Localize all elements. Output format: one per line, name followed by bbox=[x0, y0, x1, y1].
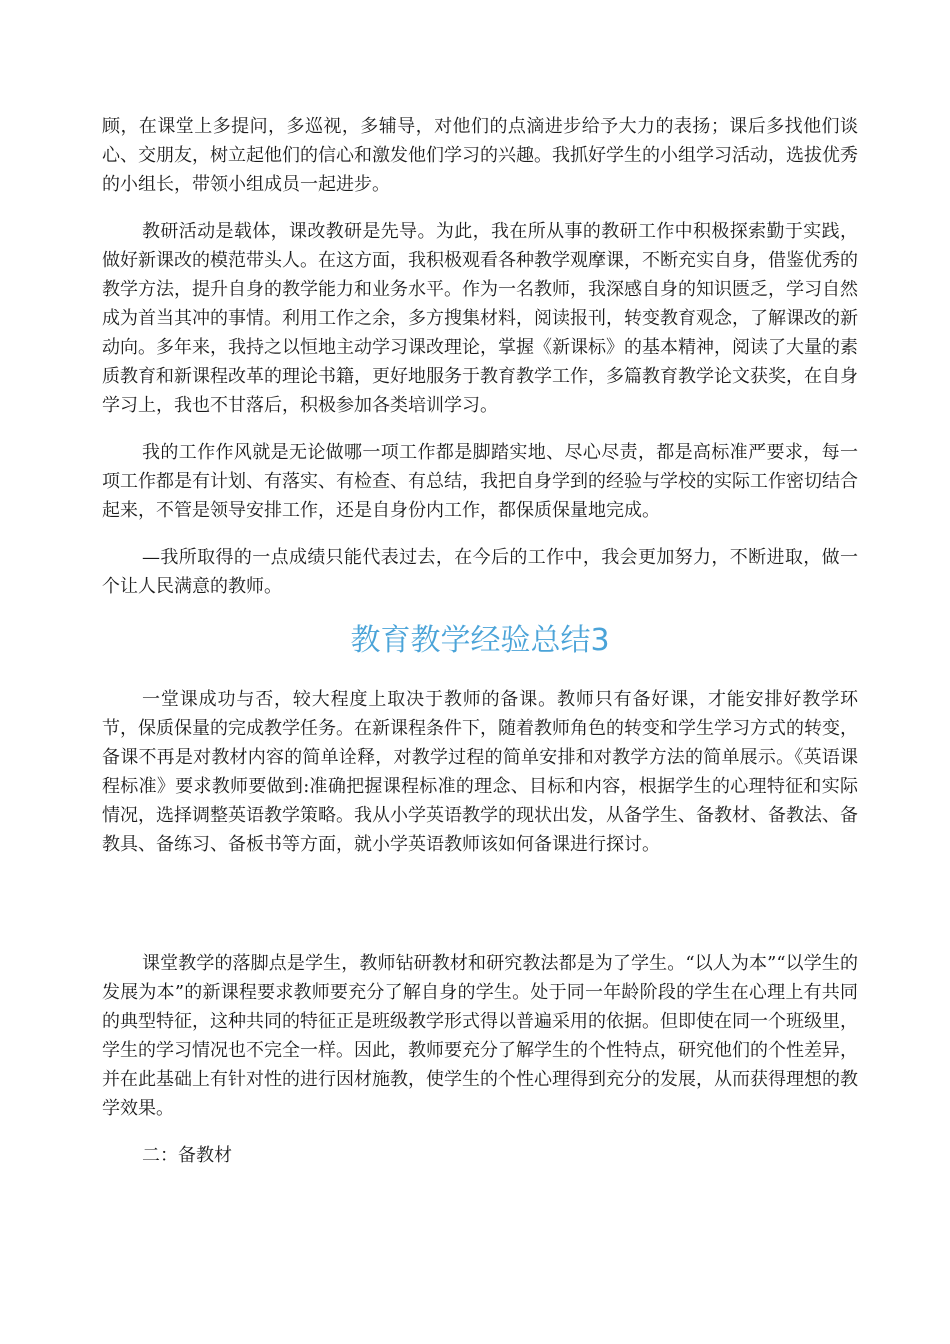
blank-space bbox=[102, 877, 858, 949]
paragraph-teaching-research: 教研活动是载体，课改教研是先导。为此，我在所从事的教研工作中积极探索勤于实践，做好新课改的模范带头人。在这方面，我积极观看各种教学观摩课，不断充实自身，借鉴优秀的教学方法，提升自身的教学能力和业务水平。作为一名教师，我深感自身的知识匮乏，学习自然成为首当其冲的事情。利用工作之余，多方搜集材料，阅读报刊，转变教育观念，了解课改的新动向。多年来，我持之以恒地主动学习课改理论，掌握《新课标》的基本精神，阅读了大量的素质教育和新课程改革的理论书籍，更好地服务于教育教学工作，多篇教育教学论文获奖，在自身学习上，我也不甘落后，积极参加各类培训学习。 bbox=[102, 221, 858, 416]
section-heading: 教育教学经验总结3 bbox=[350, 623, 610, 658]
paragraph-conclusion: —我所取得的一点成绩只能代表过去，在今后的工作中，我会更加努力，不断进取，做一个让人民满意的教师。 bbox=[102, 547, 858, 597]
paragraph-continuation: 顾，在课堂上多提问，多巡视，多辅导，对他们的点滴进步给予大力的表扬；课后多找他们谈心、交朋友，树立起他们的信心和激发他们学习的兴趣。我抓好学生的小组学习活动，选拔优秀的小组长，带领小组成员一起进步。 bbox=[102, 116, 858, 195]
document-body bbox=[102, 112, 858, 1188]
paragraph-work-style: 我的工作作风就是无论做哪一项工作都是脚踏实地、尽心尽责，都是高标准严要求，每一项工作都是有计划、有落实、有检查、有总结，我把自身学到的经验与学校的实际工作密切结合起来，不管是领导安排工作，还是自身份内工作，都保质保量地完成。 bbox=[102, 442, 858, 521]
paragraph-students: 课堂教学的落脚点是学生，教师钻研教材和研究教法都是为了学生。“以人为本”“以学生的发展为本”的新课程要求教师要充分了解自身的学生。处于同一年龄阶段的学生在心理上有共同的典型特征，这种共同的特征正是班级教学形式得以普遍采用的依据。但即使在同一个班级里，学生的学习情况也不完全一样。因此，教师要充分了解学生的个性特点，研究他们的个性差异，并在此基础上有针对性的进行因材施教，使学生的个性心理得到充分的发展，从而获得理想的教学效果。 bbox=[102, 953, 858, 1119]
paragraph-subheading-materials: 二：备教材 bbox=[142, 1145, 232, 1166]
paragraph-lesson-prep: 一堂课成功与否，较大程度上取决于教师的备课。教师只有备好课，才能安排好教学环节，保质保量的完成教学任务。在新课程条件下，随着教师角色的转变和学生学习方式的转变，备课不再是对教材内容的简单诠释，对教学过程的简单安排和对教学方法的简单展示。《英语课程标准》要求教师要做到:准确把握课程标准的理念、目标和内容，根据学生的心理特征和实际情况，选择调整英语教学策略。我从小学英语教学的现状出发，从备学生、备教材、备教法、备教具、备练习、备板书等方面，就小学英语教师该如何备课进行探讨。 bbox=[102, 689, 858, 855]
